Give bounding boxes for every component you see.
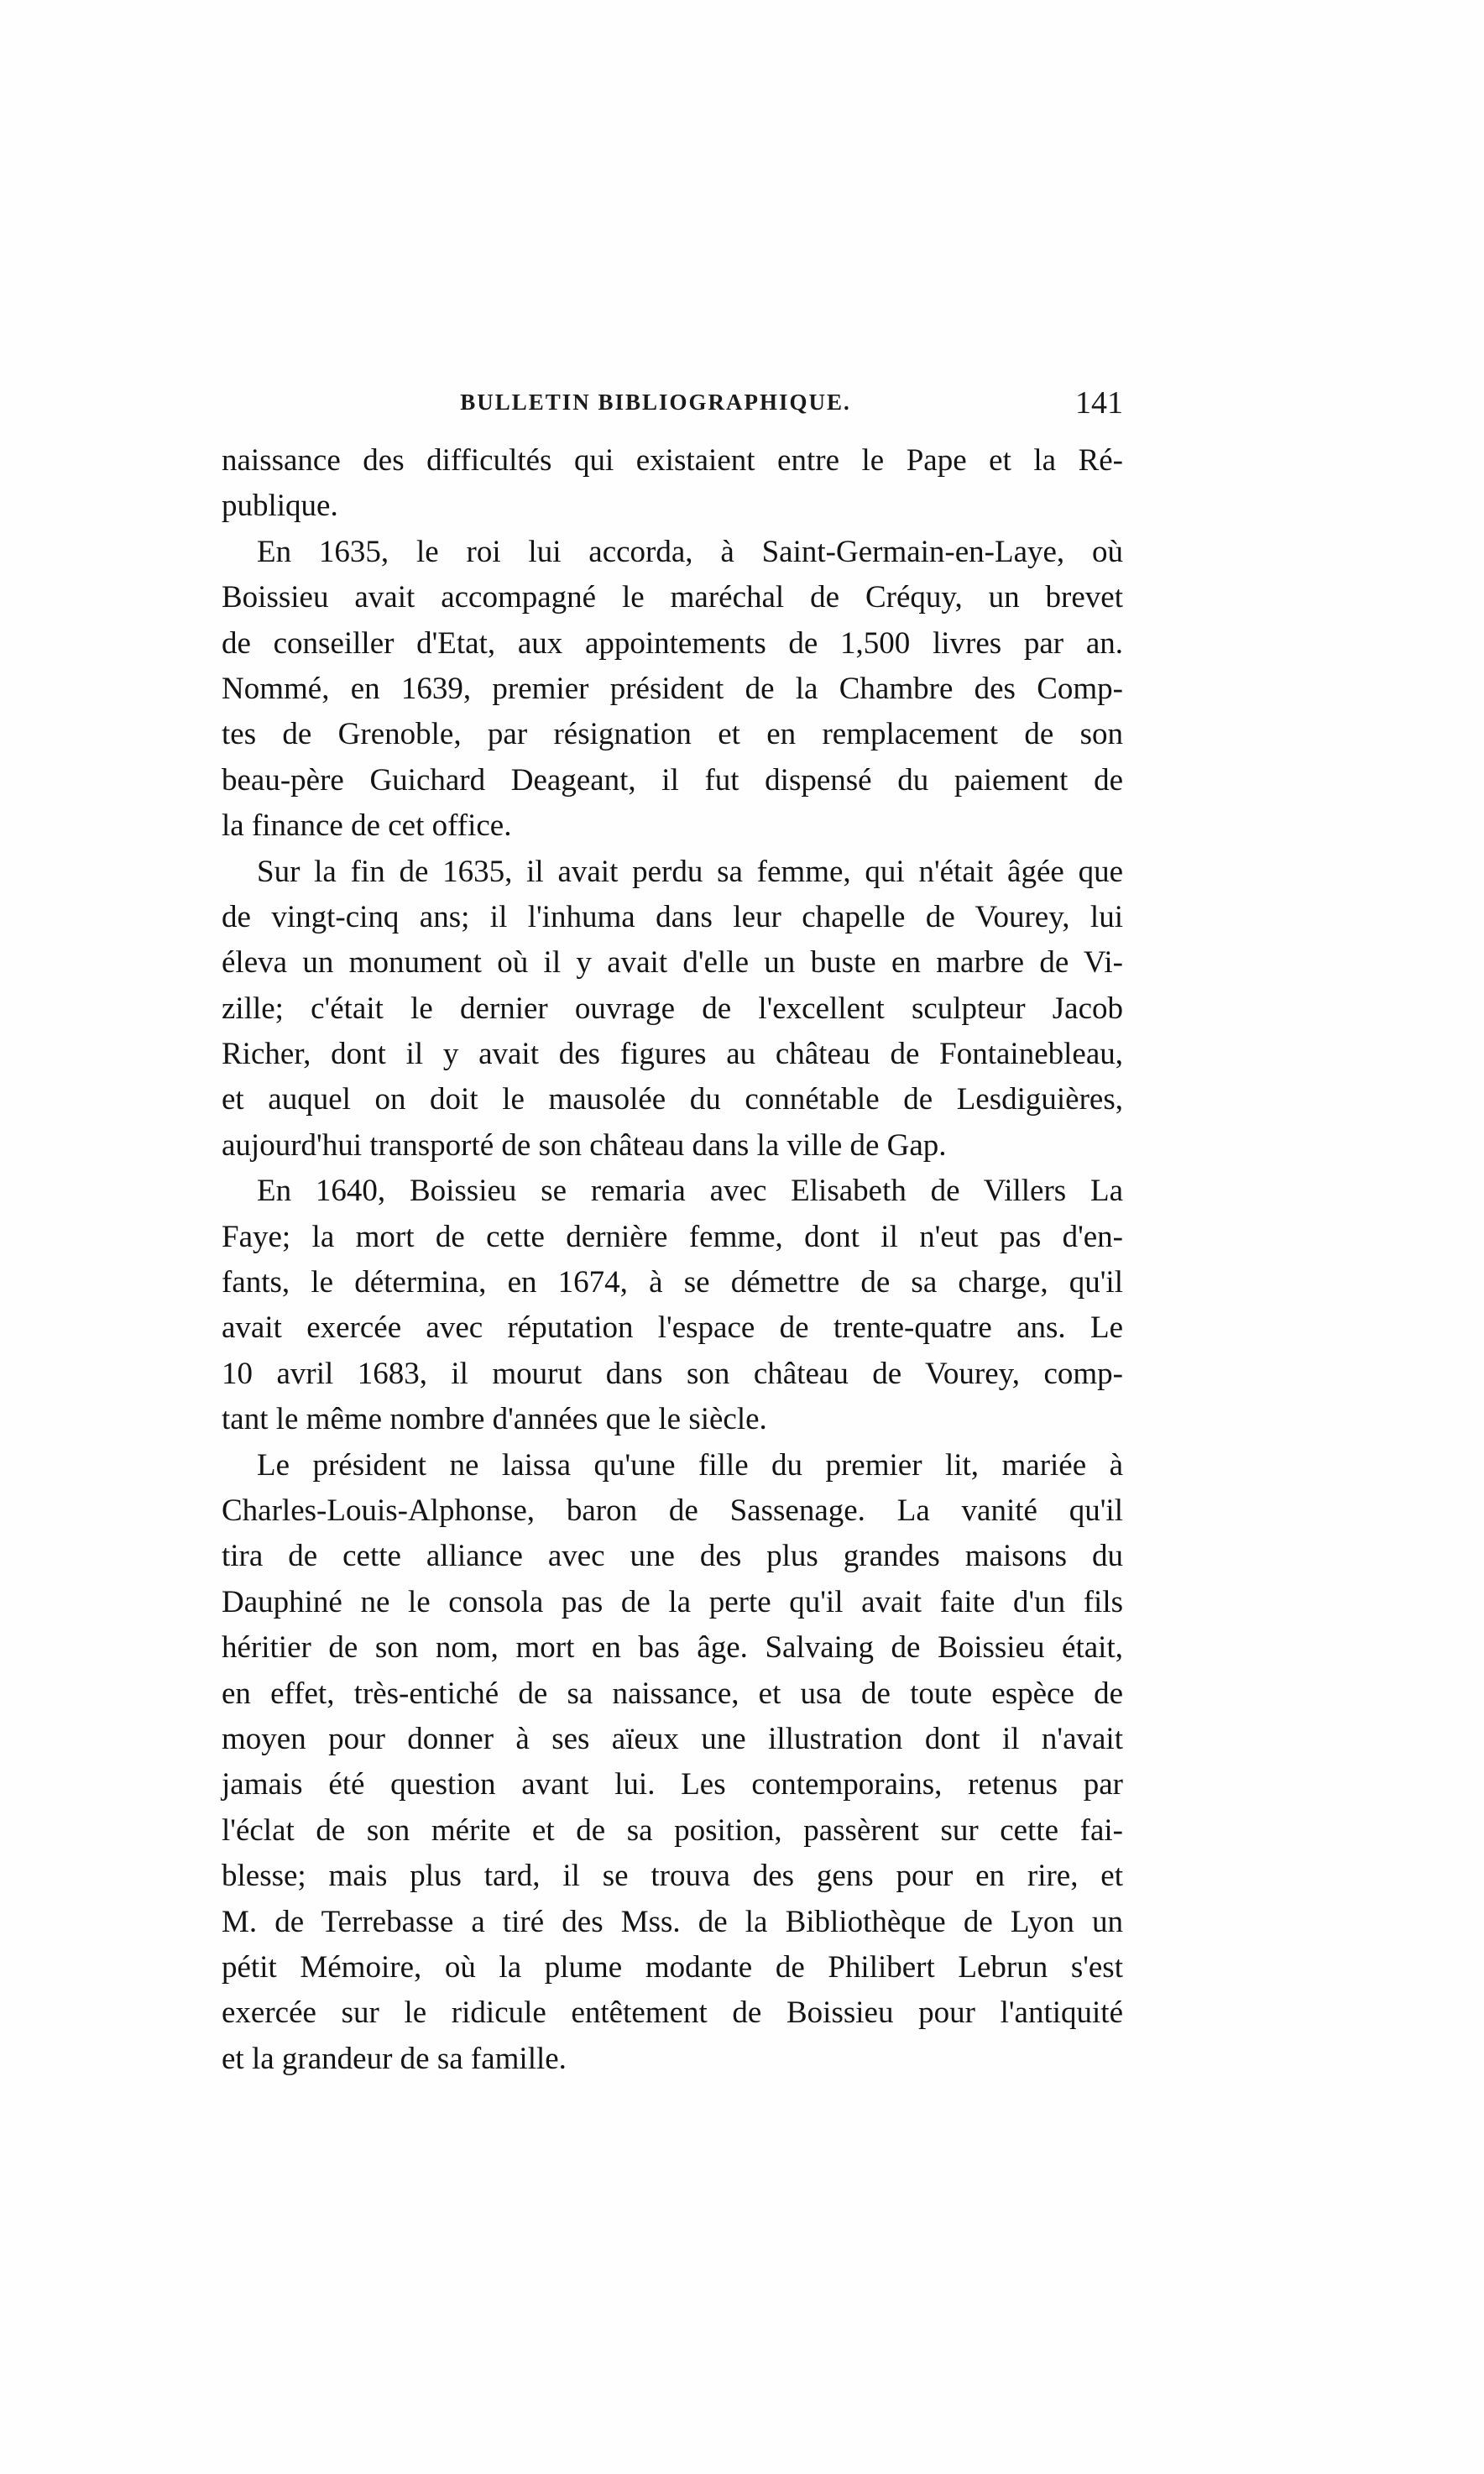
paragraph: [222, 1443, 1123, 2082]
text-line: avait exercée avec réputation l'espace de trente-quatre ans. Le: [222, 1310, 1123, 1346]
text-line: de conseiller d'Etat, aux appointements de 1,500 livres par an.: [222, 625, 1123, 661]
text-line: pétit Mémoire, où la plume modante de Philibert Lebrun s'est: [222, 1949, 1123, 1985]
text-line: beau-père Guichard Deageant, il fut dispensé du paiement de: [222, 762, 1123, 798]
text-line: En 1640, Boissieu se remaria avec Elisabeth de Villers La: [257, 1174, 1123, 1209]
text-line: tant le même nombre d'années que le siècle.: [222, 1402, 767, 1437]
text-line: 10 avril 1683, il mourut dans son château de Vourey, comp-: [222, 1356, 1123, 1391]
paragraph: [222, 438, 1123, 530]
text-line: de vingt-cinq ans; il l'inhuma dans leur chapelle de Vourey, lui: [222, 899, 1123, 934]
text-line: éleva un monument où il y avait d'elle un buste en marbre de Vi-: [222, 945, 1123, 981]
text-line: naissance des difficultés qui existaient entre le Pape et la Ré-: [222, 443, 1123, 478]
text-line: Dauphiné ne le consola pas de la perte qu'il avait faite d'un fils: [222, 1584, 1123, 1619]
text-line: tira de cette alliance avec une des plus grandes maisons du: [222, 1539, 1123, 1574]
text-line: Boissieu avait accompagné le maréchal de Créquy, un brevet: [222, 580, 1123, 615]
body-text: [222, 438, 1123, 2082]
text-line: et la grandeur de sa famille.: [222, 2041, 567, 2076]
text-line: et auquel on doit le mausolée du connétable de Lesdiguières,: [222, 1082, 1123, 1117]
text-line: la finance de cet office.: [222, 808, 512, 844]
text-line: Le président ne laissa qu'une fille du premier lit, mariée à: [257, 1447, 1123, 1483]
text-line: exercée sur le ridicule entêtement de Boissieu pour l'antiquité: [222, 1995, 1123, 2031]
text-line: moyen pour donner à ses aïeux une illustration dont il n'avait: [222, 1721, 1123, 1756]
page-number: 141: [1075, 385, 1123, 421]
paragraph: [222, 530, 1123, 850]
text-line: l'éclat de son mérite et de sa position, passèrent sur cette fai-: [222, 1812, 1123, 1848]
text-line: héritier de son nom, mort en bas âge. Salvaing de Boissieu était,: [222, 1630, 1123, 1666]
text-line: aujourd'hui transporté de son château dans la ville de Gap.: [222, 1127, 947, 1163]
paragraph: [222, 1169, 1123, 1442]
text-line: Faye; la mort de cette dernière femme, dont il n'eut pas d'en-: [222, 1219, 1123, 1254]
text-line: Nommé, en 1639, premier président de la Chambre des Comp-: [222, 671, 1123, 706]
text-line: M. de Terrebasse a tiré des Mss. de la Bibliothèque de Lyon un: [222, 1904, 1123, 1939]
text-line: zille; c'était le dernier ouvrage de l'excellent sculpteur Jacob: [222, 991, 1123, 1026]
text-line: Sur la fin de 1635, il avait perdu sa femme, qui n'était âgée que: [257, 854, 1123, 889]
text-line: Charles-Louis-Alphonse, baron de Sassenage. La vanité qu'il: [222, 1493, 1123, 1528]
text-line: Richer, dont il y avait des figures au château de Fontainebleau,: [222, 1037, 1123, 1072]
paragraph: [222, 850, 1123, 1169]
text-line: En 1635, le roi lui accorda, à Saint-Germain-en-Laye, où: [257, 534, 1123, 569]
text-line: fants, le détermina, en 1674, à se démettre de sa charge, qu'il: [222, 1265, 1123, 1300]
running-title: BULLETIN BIBLIOGRAPHIQUE.: [460, 390, 851, 415]
text-line: tes de Grenoble, par résignation et en remplacement de son: [222, 717, 1123, 752]
text-line: publique.: [222, 489, 338, 524]
text-line: jamais été question avant lui. Les contemporains, retenus par: [222, 1767, 1123, 1802]
text-line: en effet, très-entiché de sa naissance, et usa de toute espèce de: [222, 1676, 1123, 1711]
text-line: blesse; mais plus tard, il se trouva des gens pour en rire, et: [222, 1859, 1123, 1894]
running-header: [222, 384, 1123, 423]
